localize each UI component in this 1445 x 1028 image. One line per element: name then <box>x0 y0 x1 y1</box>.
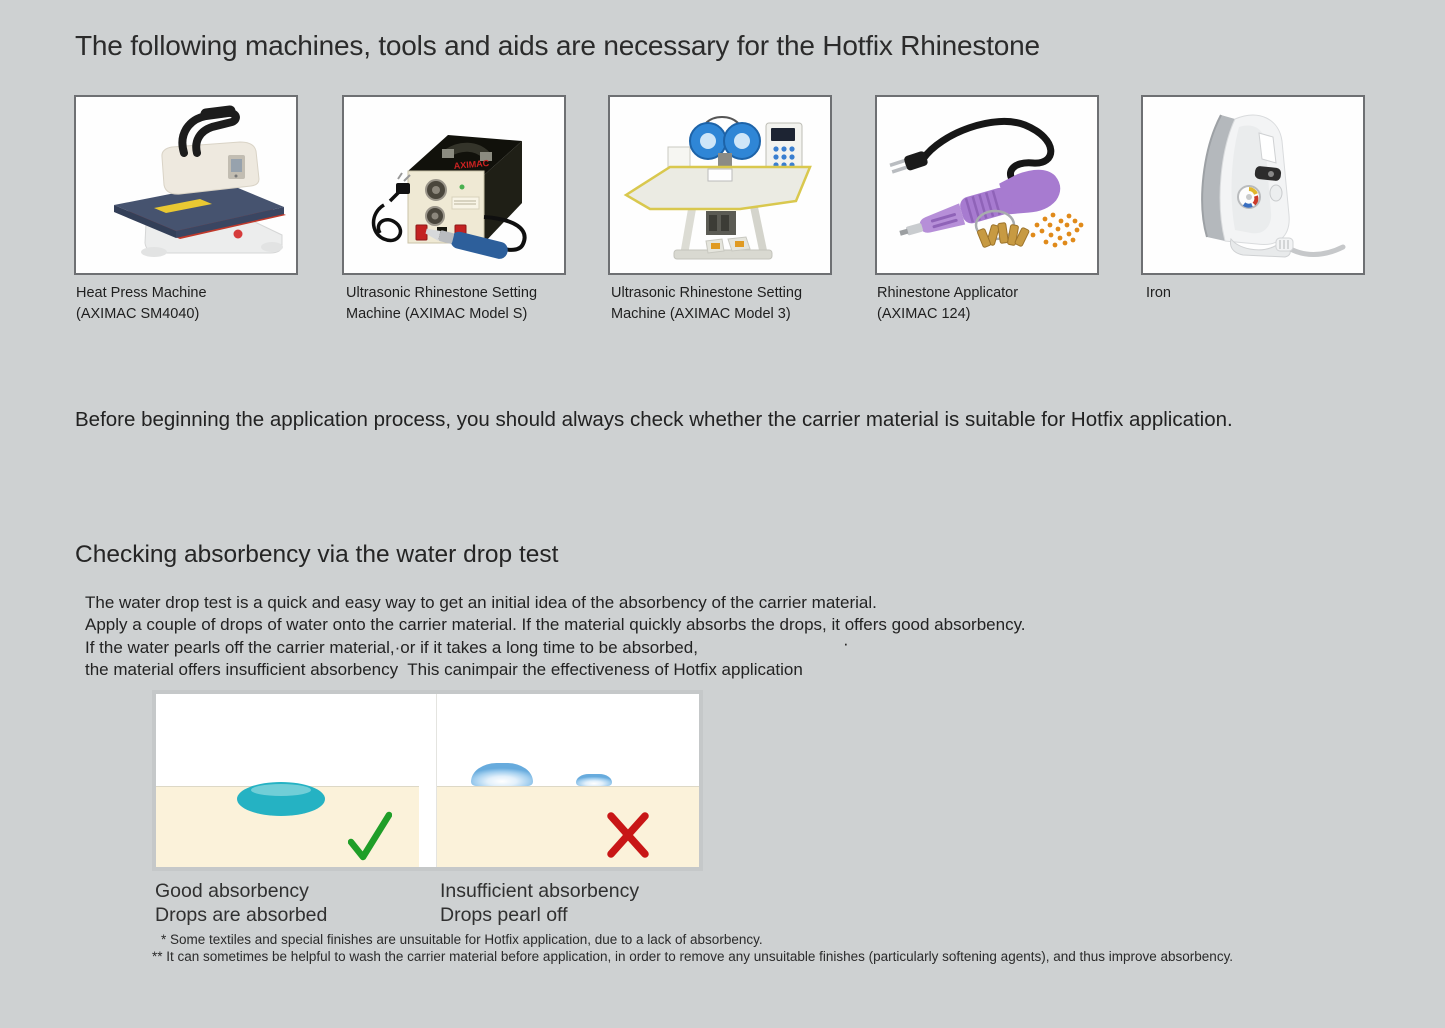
body-line-3: If the water pearls off the carrier material,·or if it takes a long time to be absorbed, <box>85 637 698 657</box>
ultrasonic-model-s-image-box <box>342 95 566 275</box>
caption-ultrasonic-model-s: Ultrasonic Rhinestone Setting Machine (AXIMAC Model S) <box>346 285 538 322</box>
check-icon <box>348 811 392 861</box>
body-line-2: Apply a couple of drops of water onto the carrier material. If the material quickly absorbs the drops, it offers good absorbency. <box>85 615 1026 635</box>
ultrasonic-model-3-image <box>610 97 830 273</box>
pearling-drop-small <box>576 774 612 786</box>
pearling-drop-large <box>471 763 533 786</box>
panel-divider <box>419 694 437 867</box>
intro-paragraph: Before beginning the application process, you should always check whether the carrier material is suitable for Hotfix application. <box>75 408 1233 431</box>
water-drop-test-illustration <box>152 690 703 871</box>
iron-image-box <box>1141 95 1365 275</box>
insufficient-absorbency-panel <box>437 694 699 867</box>
rhinestone-applicator-image-box <box>875 95 1099 275</box>
absorbed-drop <box>235 779 327 819</box>
footnote-1: * Some textiles and special finishes are unsuitable for Hotfix application, due to a lack of absorbency. <box>161 932 763 947</box>
good-absorbency-label: Good absorbency Drops are absorbed <box>155 880 328 926</box>
iron-image <box>1143 97 1363 273</box>
footnotes <box>152 932 1233 965</box>
heat-press-image-box <box>74 95 298 275</box>
svg-text:AXIMAC: AXIMAC <box>453 157 490 171</box>
caption-ultrasonic-model-3: Ultrasonic Rhinestone Setting Machine (AXIMAC Model 3) <box>611 285 803 322</box>
footnote-2: ** It can sometimes be helpful to wash the carrier material before application, in order to remove any unsuitable finishes (particularly softening agents), and thus improve absorbency. <box>152 948 1234 964</box>
body-line-1: The water drop test is a quick and easy way to get an initial idea of the absorbency of the carrier material. <box>85 593 877 612</box>
cross-icon <box>606 811 650 859</box>
body-line-4: the material offers insufficient absorbency This canimpair the effectiveness of Hotfix application <box>85 660 803 680</box>
caption-heat-press: Heat Press Machine (AXIMAC SM4040) <box>76 285 207 322</box>
insufficient-absorbency-label: Insufficient absorbency Drops pearl off <box>440 880 640 926</box>
stray-dot: · <box>843 634 849 653</box>
good-absorbency-panel <box>156 694 419 867</box>
section-heading: Checking absorbency via the water drop test <box>75 541 559 568</box>
page-title: The following machines, tools and aids are necessary for the Hotfix Rhinestone <box>75 30 1040 61</box>
caption-rhinestone-applicator: Rhinestone Applicator (AXIMAC 124) <box>877 285 1019 322</box>
ultrasonic-model-s-image <box>344 97 564 273</box>
fabric-bad <box>437 786 699 867</box>
caption-iron: Iron <box>1146 285 1171 301</box>
heat-press-machine-image <box>76 97 296 273</box>
ultrasonic-model-3-image-box <box>608 95 832 275</box>
water-drop-test-paragraph <box>85 592 1026 682</box>
rhinestone-applicator-image <box>877 97 1097 273</box>
